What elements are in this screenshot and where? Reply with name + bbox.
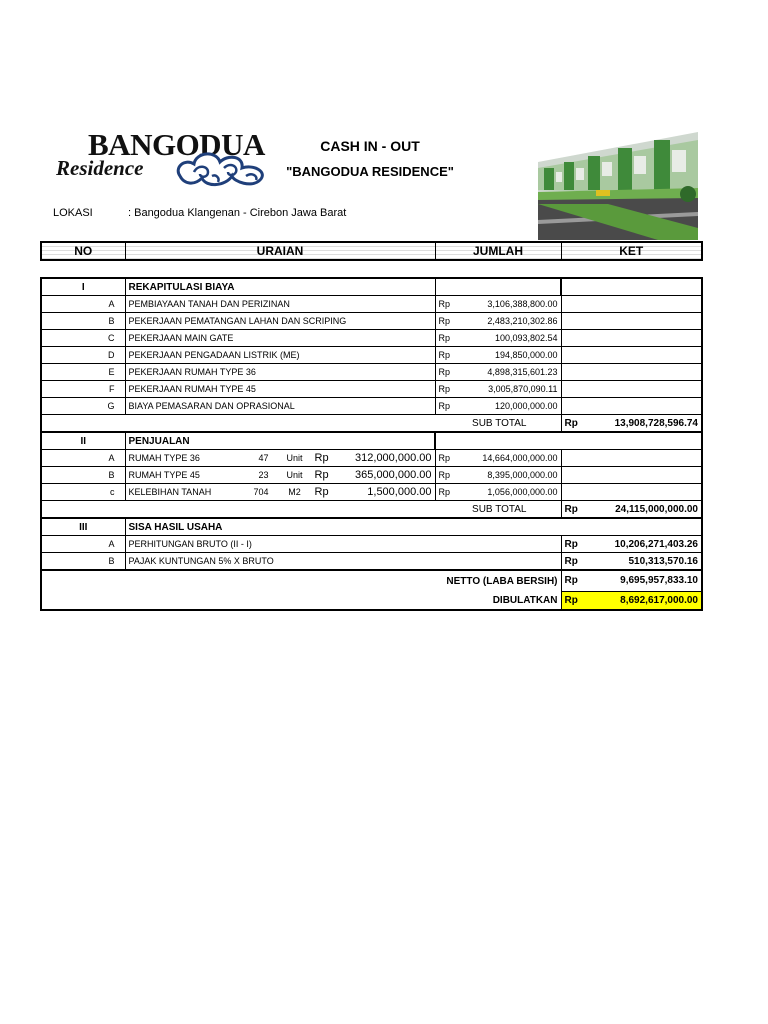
table-row: A PEMBIAYAAN TANAH DAN PERIZINAN Rp 3,106,388,800.00 bbox=[41, 296, 702, 313]
subtotal-value: 13,908,728,596.74 bbox=[614, 417, 698, 429]
subtotal-label: SUB TOTAL bbox=[435, 501, 561, 519]
table-row: B RUMAH TYPE 45 23 Unit Rp 365,000,000.00 Rp 8,395,000,000.00 bbox=[41, 467, 702, 484]
table-row: A PERHITUNGAN BRUTO (II - I) Rp 10,206,271,403.26 bbox=[41, 536, 702, 553]
rounded-label: DIBULATKAN bbox=[435, 591, 561, 610]
table-header-row bbox=[41, 242, 702, 260]
column-header-jumlah: JUMLAH bbox=[435, 242, 561, 260]
housing-render-image bbox=[538, 132, 698, 240]
section-header-row bbox=[41, 518, 702, 536]
column-header-ket: KET bbox=[561, 242, 702, 260]
section-number: II bbox=[41, 432, 125, 450]
section-header-row bbox=[41, 432, 702, 450]
table-row: B PAJAK KUNTUNGAN 5% X BRUTO Rp 510,313,570.16 bbox=[41, 553, 702, 571]
section-title: SISA HASIL USAHA bbox=[125, 518, 435, 536]
logo-wordmark: BANGODUA bbox=[88, 127, 265, 162]
subtotal-row: SUB TOTAL Rp 24,115,000,000.00 bbox=[41, 501, 702, 519]
section-header-row bbox=[41, 278, 702, 296]
rounded-value: 8,692,617,000.00 bbox=[620, 594, 698, 606]
location-label: LOKASI bbox=[53, 207, 93, 219]
section-title: PENJUALAN bbox=[125, 432, 435, 450]
cloud-ornament-icon bbox=[172, 146, 272, 192]
subtotal-label: SUB TOTAL bbox=[435, 415, 561, 433]
document-subtitle: "BANGODUA RESIDENCE" bbox=[286, 164, 454, 179]
column-header-uraian: URAIAN bbox=[125, 242, 435, 260]
table-row: F PEKERJAAN RUMAH TYPE 45 Rp 3,005,870,090.11 bbox=[41, 381, 702, 398]
rounded-total-row: DIBULATKAN Rp 8,692,617,000.00 bbox=[41, 591, 702, 610]
document-title: CASH IN - OUT bbox=[320, 138, 420, 154]
table-row: G BIAYA PEMASARAN DAN OPRASIONAL Rp 120,000,000.00 bbox=[41, 398, 702, 415]
netto-row: NETTO (LABA BERSIH) Rp 9,695,957,833.10 bbox=[41, 570, 702, 591]
cash-flow-table bbox=[40, 241, 703, 611]
table-row: C PEKERJAAN MAIN GATE Rp 100,093,802.54 bbox=[41, 330, 702, 347]
netto-label: NETTO (LABA BERSIH) bbox=[446, 575, 558, 587]
table-row: B PEKERJAAN PEMATANGAN LAHAN DAN SCRIPING Rp 2,483,210,302.86 bbox=[41, 313, 702, 330]
section-number: I bbox=[41, 278, 125, 296]
subtotal-row: SUB TOTAL Rp 13,908,728,596.74 bbox=[41, 415, 702, 433]
section-number: III bbox=[41, 518, 125, 536]
column-header-no: NO bbox=[41, 242, 125, 260]
table-row: A RUMAH TYPE 36 47 Unit Rp 312,000,000.00 Rp 14,664,000,000.00 bbox=[41, 450, 702, 467]
section-title: REKAPITULASI BIAYA bbox=[125, 278, 435, 296]
location-value: : Bangodua Klangenan - Cirebon Jawa Barat bbox=[128, 207, 347, 219]
netto-value: 9,695,957,833.10 bbox=[620, 575, 698, 587]
table-row: D PEKERJAAN PENGADAAN LISTRIK (ME) Rp 194,850,000.00 bbox=[41, 347, 702, 364]
table-row: c KELEBIHAN TANAH 704 M2 Rp 1,500,000.00 Rp 1,056,000,000.00 bbox=[41, 484, 702, 501]
subtotal-value: 24,115,000,000.00 bbox=[615, 503, 698, 515]
table-row: E PEKERJAAN RUMAH TYPE 36 Rp 4,898,315,601.23 bbox=[41, 364, 702, 381]
logo-tagline: Residence bbox=[56, 156, 144, 180]
